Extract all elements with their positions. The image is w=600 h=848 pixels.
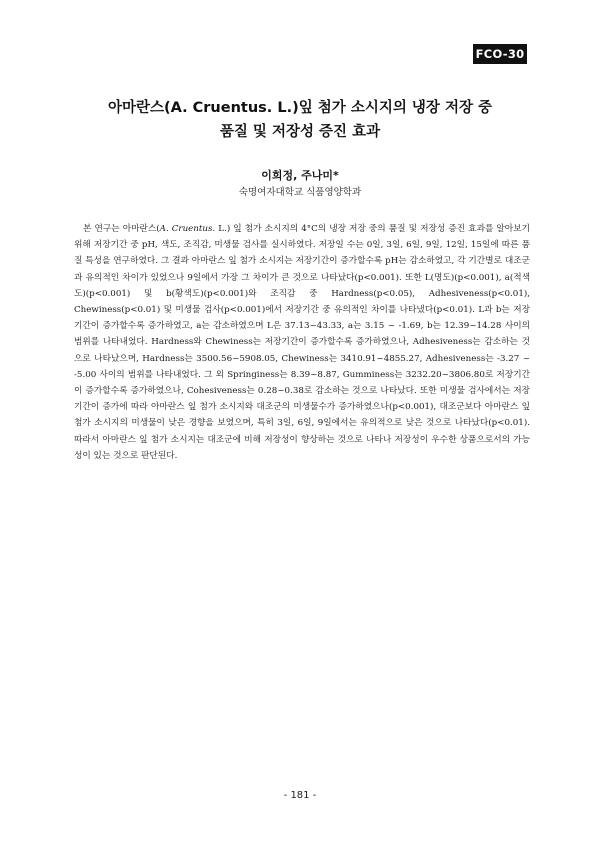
page-number: - 181 - bbox=[283, 790, 317, 801]
author-list: 이희정, 주나미* bbox=[261, 169, 339, 182]
abstract-paragraph bbox=[74, 221, 530, 464]
author-affiliation: 숙명여자대학교 식품영양학과 bbox=[238, 187, 362, 198]
species-name: A. Cruentus. bbox=[159, 224, 216, 234]
title-line-1: 아마란스(A. Cruentus. L.)잎 첨가 소시지의 냉장 저장 중 bbox=[107, 100, 493, 116]
session-code-badge: FCO-30 bbox=[473, 44, 527, 64]
title-line-2: 품질 및 저장성 증진 효과 bbox=[219, 124, 381, 140]
abstract-text-start: 본 연구는 아마란스( bbox=[83, 224, 160, 234]
paper-title bbox=[40, 96, 560, 144]
abstract-text-body: L.) 잎 첨가 소시지의 4°C의 냉장 저장 중의 품질 및 저장성 증진 효과를 알아보기 위해 저장기간 중 pH, 색도, 조직감, 미생물 검사를 실시하였다. 저장일 수는 0일, 3일, 6일, 9일, 12일, 15일에 따른 품질 특성을 연구하였다. 그 결과 아마란스 잎 첨가 소시지는 저장기간이 증가할수록 pH는 감소하였고, 각 기간별로 대조군과 유의적인 차이가 있었으나 9일에서 가장 그 차이가 큰 것으로 나타났다(p<0.001). 또한 L(명도)(p<0.001), a(적색도)(p<0.001) 및 b(황색도)(p<0.001)와 조직감 중 Hardness(p<0.05), Adhesiveness(p<0.01), Chewiness(p<0.01) 및 미생물 검사(p<0.001)에서 저장기간 중 유의적인 차이를 나타냈다(p<0.01). L과 b는 저장기간이 증가할수록 증가하였고, a는 감소하였으며 L은 37.13~43.33, a는 3.15 ~ -1.69, b는 12.39~14.28 사이의 범위를 나타내었다. Hardness와 Chewiness는 저장기간이 증가할수록 증가하였으나, Adhesiveness는 감소하는 것으로 나타났으며, Hardness는 3500.56~5908.05, Chewiness는 3410.91~4855.27, Adhesiveness는 -3.27 ~ -5.00 사이의 범위를 나타내었다. 그 외 Springiness는 8.39~8.87, Gumminess는 3232.20~3806.80로 저장기간이 증가할수록 증가하였으나, Cohesiveness는 0.28~0.38로 감소하는 것으로 나타났다. 또한 미생물 검사에서는 저장기간이 증가에 따라 아마란스 잎 첨가 소시지와 대조군의 미생물수가 증가하였으나(p<0.001), 대조군보다 아마란스 잎 첨가 소시지의 미생물이 낮은 경향을 보였으며, 특히 3일, 6일, 9일에서는 유의적으로 낮은 것으로 나타났다(p<0.01). 따라서 아마란스 잎 첨가 소시지는 대조군에 비해 저장성이 향상하는 것으로 나타나 저장성이 우수한 상품으로서의 가능성이 있는 것으로 판단된다. bbox=[74, 224, 530, 461]
